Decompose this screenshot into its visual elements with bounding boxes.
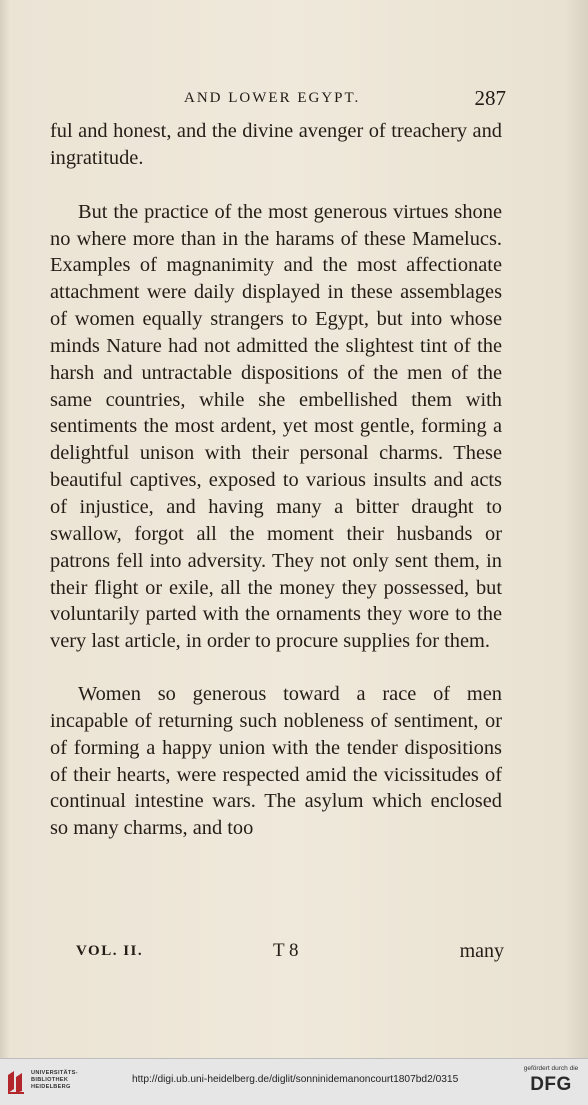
- dfg-logo: DFG: [530, 1074, 572, 1095]
- funder-note: gefördert durch die: [523, 1065, 579, 1072]
- page-footer: [76, 940, 504, 966]
- paragraph-continuation: ful and honest, and the divine avenger of treachery and ingratitude.: [50, 120, 502, 169]
- library-name[interactable]: [31, 1070, 101, 1091]
- permalink-url[interactable]: http://digi.ub.uni-heidelberg.de/diglit/sonninidemanoncourt1807bd2/0315: [132, 1074, 459, 1085]
- paragraph-women: Women so generous toward a race of men incapable of returning such nobleness of sentiment, or of forming a happy union with the tender dispositions of their hearts, were respected amid the vicissitudes of continual intestine wars. The asylum which enclosed so many charms, and too: [50, 683, 502, 840]
- library-name-line: BIBLIOTHEK: [31, 1077, 69, 1083]
- catchword: many: [459, 940, 504, 962]
- page-number: 287: [474, 86, 506, 110]
- library-name-line: UNIVERSITÄTS-: [31, 1070, 78, 1076]
- running-title: AND LOWER EGYPT.: [184, 90, 361, 106]
- paragraph-harams: But the practice of the most generous virtues shone no where more than in the harams of these Mamelucs. Examples of magnanimity and the most affectionate attachment were daily displayed in these assemblages of women equally strangers to Egypt, but into whose minds Nature had not admitted the slightest tint of the harsh and untractable dispositions of the men of the same countries, while she embellished them with sentiments the most ardent, yet most gentle, forming a delightful unison with their personal charms. These beautiful captives, exposed to various insults and acts of injustice, and having many a bitter draught to swallow, forgot all the moment their husbands or patrons fell into adversity. They not only sent them, in their flight or exile, all the money they possessed, but voluntarily parted with the ornaments they wore to the very last article, in order to procure supplies for them.: [50, 200, 502, 653]
- signature-mark: T 8: [273, 940, 299, 961]
- library-name-line: HEIDELBERG: [31, 1084, 71, 1090]
- funder-logo[interactable]: [518, 1065, 584, 1096]
- running-head: [48, 86, 508, 116]
- viewer-footer-bar: [0, 1058, 588, 1105]
- library-logo-icon[interactable]: [5, 1069, 27, 1095]
- body-text: [50, 118, 502, 842]
- volume-label: VOL. II.: [76, 943, 144, 959]
